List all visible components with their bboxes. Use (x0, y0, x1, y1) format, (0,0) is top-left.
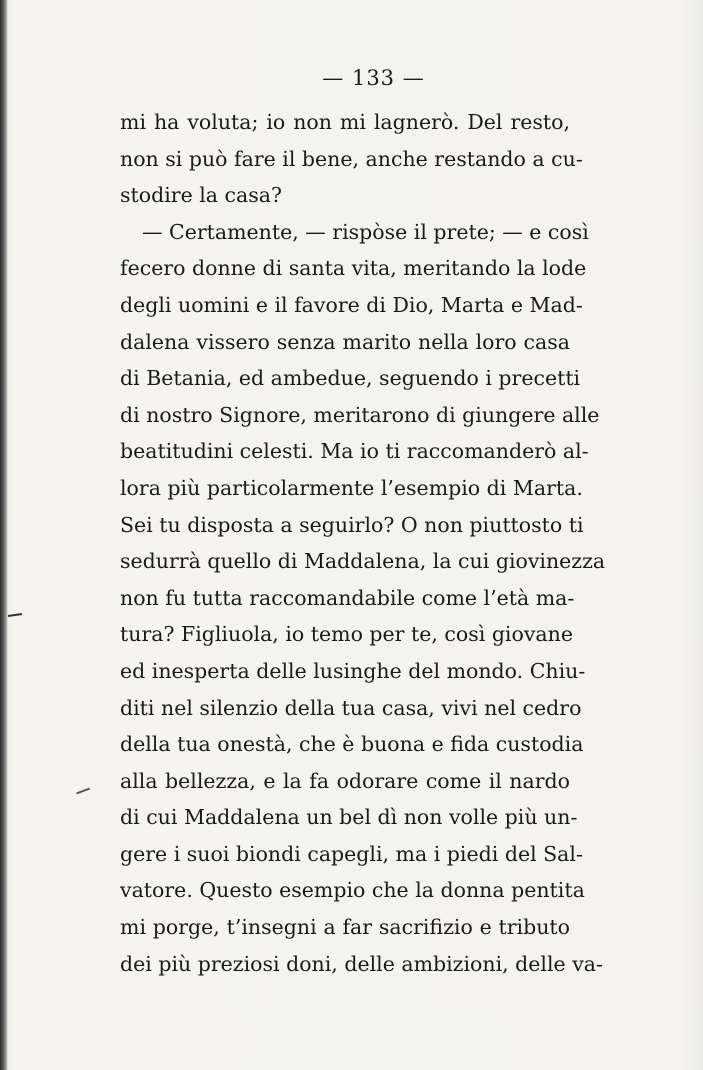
text-line: mi porge, t’insegni a far sacrifizio e tributo (120, 915, 570, 940)
text-line: degli uomini e il favore di Dio, Marta e Mad- (120, 292, 583, 317)
text-line: dalena vissero senza marito nella loro casa (120, 329, 570, 354)
text-line: vatore. Questo esempio che la donna pentita (120, 878, 585, 903)
text-line: di Betania, ed ambedue, seguendo i precetti (120, 366, 581, 391)
text-line: dei più preziosi doni, delle ambizioni, delle va- (120, 951, 603, 976)
text-line: mi ha voluta; io non mi lagnerò. Del resto, (120, 110, 570, 134)
text-line: ed inesperta delle lusinghe del mondo. Chiu- (120, 658, 586, 683)
text-line: — Certamente, — rispòse il prete; — e così (142, 219, 589, 244)
text-line: di nostro Signore, meritarono di giungere alle (120, 402, 600, 427)
text-line: non si può fare il bene, anche restando a cu- (120, 146, 583, 171)
text-line: non fu tutta raccomandabile come l’età ma- (120, 585, 575, 610)
text-line: sedurrà quello di Maddalena, la cui giovinezza (120, 549, 606, 574)
text-line: della tua onestà, che è buona e fida custodia (120, 732, 584, 757)
text-line: fecero donne di santa vita, meritando la lode (120, 256, 587, 281)
body-text (120, 104, 606, 982)
text-line: di cui Maddalena un bel dì non volle più un- (120, 805, 578, 830)
margin-mark (76, 788, 90, 794)
text-line: diti nel silenzio della tua casa, vivi nel cedro (120, 695, 582, 720)
text-line: beatitudini celesti. Ma io ti raccomanderò al- (120, 439, 589, 464)
text-line: stodire la casa? (120, 183, 282, 208)
binding-edge (0, 0, 8, 1070)
text-line: tura? Figliuola, io temo per te, così giovane (120, 622, 573, 647)
margin-mark (8, 613, 22, 617)
text-line: Sei tu disposta a seguirlo? O non piuttosto ti (120, 512, 584, 537)
text-line: gere i suoi biondi capegli, ma i piedi del Sal- (120, 841, 583, 866)
page-number: — 133 — (322, 66, 425, 90)
text-line: alla bellezza, e la fa odorare come il nardo (120, 768, 570, 793)
text-line: lora più particolarmente l’esempio di Marta. (120, 475, 583, 500)
